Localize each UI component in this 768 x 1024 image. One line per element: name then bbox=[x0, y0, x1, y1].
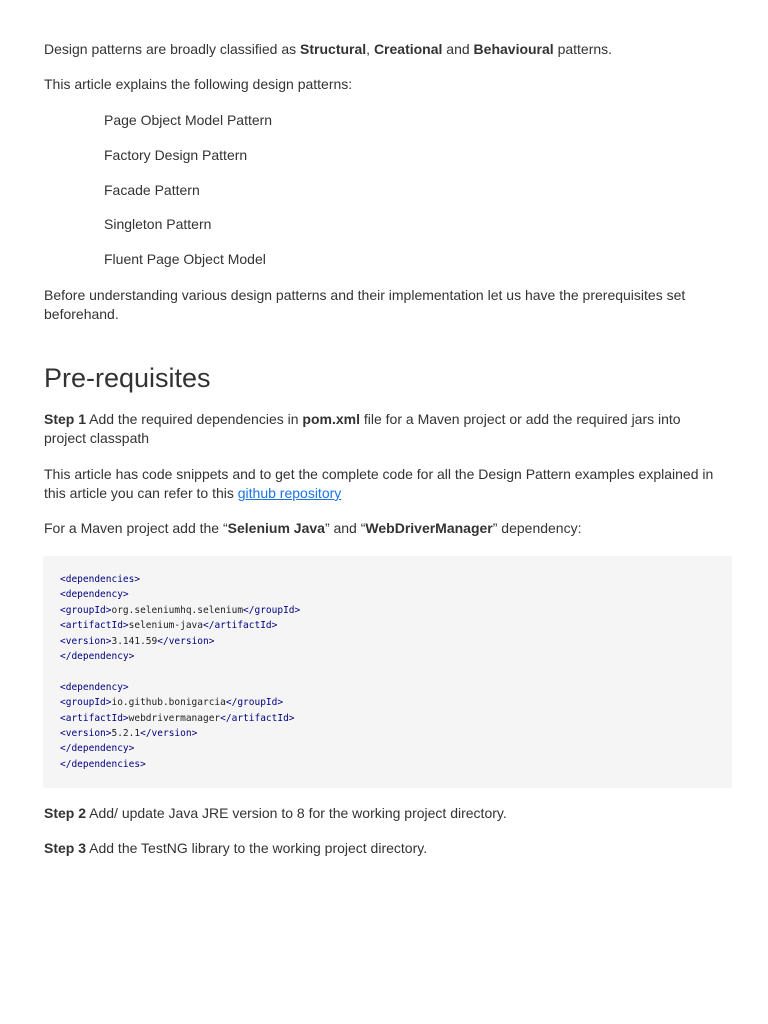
intro-sep1: , bbox=[366, 41, 374, 57]
category-creational: Creational bbox=[373, 41, 443, 57]
code-tag: <dependency> bbox=[60, 589, 129, 601]
code-tag: <dependencies> bbox=[60, 574, 141, 585]
maven-text-c: ” dependency: bbox=[492, 520, 582, 536]
category-behavioural: Behavioural bbox=[473, 41, 554, 57]
pattern-item: Singleton Pattern bbox=[104, 216, 212, 232]
section-heading: Pre-requisites bbox=[44, 363, 211, 393]
code-tag: </dependencies> bbox=[60, 758, 146, 770]
code-block bbox=[43, 556, 732, 788]
maven-text-b: ” and “ bbox=[324, 520, 366, 536]
code-tag: <version> bbox=[60, 635, 112, 647]
code-value: webdrivermanager bbox=[128, 712, 221, 724]
step3-label: Step 3 bbox=[44, 840, 87, 856]
dep-wdm: WebDriverManager bbox=[365, 520, 493, 536]
article-note bbox=[44, 465, 724, 503]
step2-paragraph bbox=[44, 804, 724, 823]
step3-paragraph bbox=[44, 839, 724, 858]
code-tag: </version> bbox=[157, 635, 215, 647]
pattern-item: Factory Design Pattern bbox=[104, 147, 248, 163]
dep-selenium: Selenium Java bbox=[227, 520, 325, 536]
code-tag: <version> bbox=[60, 728, 112, 740]
step3-text: Add the TestNG library to the working project directory. bbox=[86, 840, 428, 856]
github-link[interactable]: github repository bbox=[237, 485, 342, 501]
maven-text-a: For a Maven project add the “ bbox=[44, 520, 228, 536]
code-tag: <artifactId> bbox=[60, 712, 129, 724]
step1-label: Step 1 bbox=[44, 411, 87, 427]
code-value: io.github.bonigarcia bbox=[111, 697, 226, 709]
code-value: org.seleniumhq.selenium bbox=[111, 604, 244, 616]
intro-prefix: Design patterns are broadly classified as bbox=[44, 41, 301, 57]
code-tag: </groupId> bbox=[243, 604, 301, 616]
step1-paragraph bbox=[44, 410, 724, 448]
maven-line bbox=[44, 519, 724, 538]
intro-sep2: and bbox=[442, 41, 474, 57]
step1-text-b: file for a Maven project or add the required jars into project classpath bbox=[44, 411, 681, 446]
code-value: 3.141.59 bbox=[111, 635, 158, 647]
pattern-item: Fluent Page Object Model bbox=[104, 251, 266, 267]
pom-file: pom.xml bbox=[302, 411, 360, 427]
step2-label: Step 2 bbox=[44, 805, 87, 821]
code-tag: <dependency> bbox=[60, 681, 129, 693]
code-tag: </version> bbox=[140, 728, 198, 740]
code-value: selenium-java bbox=[128, 620, 203, 632]
code-tag: </artifactId> bbox=[220, 712, 295, 724]
code-value: 5.2.1 bbox=[111, 728, 141, 740]
category-structural: Structural bbox=[300, 41, 367, 57]
code-tag: <groupId> bbox=[60, 697, 112, 709]
intro-paragraph bbox=[44, 40, 724, 59]
step1-text-a: Add the required dependencies in bbox=[86, 411, 303, 427]
code-tag: </dependency> bbox=[60, 743, 135, 755]
code-tag: <groupId> bbox=[60, 604, 112, 616]
code-tag: </artifactId> bbox=[203, 620, 278, 632]
before-paragraph: Before understanding various design patterns and their implementation let us have the prerequisites set beforehand. bbox=[44, 287, 686, 322]
pattern-item: Page Object Model Pattern bbox=[104, 112, 273, 128]
code-tag: </dependency> bbox=[60, 651, 135, 663]
intro-suffix: patterns. bbox=[553, 41, 613, 57]
code-listing bbox=[60, 572, 300, 772]
code-tag: <artifactId> bbox=[60, 620, 129, 632]
code-tag: </groupId> bbox=[225, 697, 284, 709]
step2-text: Add/ update Java JRE version to 8 for the working project directory. bbox=[86, 805, 507, 821]
list-intro: This article explains the following design patterns: bbox=[44, 76, 353, 92]
pattern-item: Facade Pattern bbox=[104, 182, 200, 198]
article-note-text: This article has code snippets and to get the complete code for all the Design Pattern examples explained in this article you can refer to this bbox=[44, 466, 714, 501]
